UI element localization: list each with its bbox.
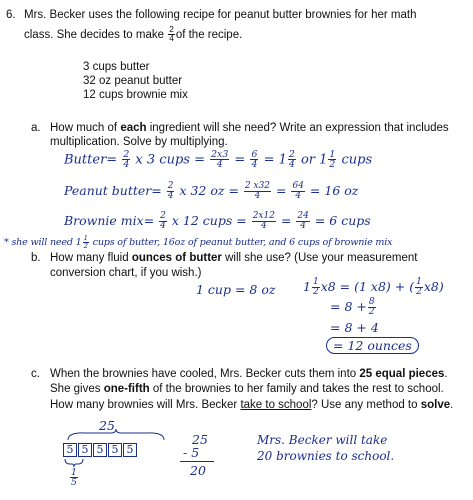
tape-diagram [63,443,138,457]
part-b-line1: How many fluid ounces of butter will she use? (Use your measurement [50,252,418,264]
butter-ounces-answer: = 12 ounces [326,337,419,354]
part-c-line2: She gives one-fifth of the brownies to her family and takes the rest to school. [50,383,444,395]
butter-ounces-work-line1: 1 $\frac{1}{2}$ x8 = (1 x8) + ( $\frac{1}{2}$ x8) [303,277,444,297]
tape-total-label: 25 [99,418,115,433]
part-c-line1: When the brownies have cooled, Mrs. Becker cuts them into 25 equal pieces. [50,368,448,380]
question-text-post: of the recipe. [175,28,243,41]
question-text-line1: Mrs. Becker uses the following recipe for peanut butter brownies for her math [24,9,417,21]
recipe-item: 3 cups butter [83,61,150,73]
tape-segment: 5 [123,443,137,457]
tape-segment: 5 [93,443,107,457]
peanut-butter-work: Peanut butter= $\frac{2}{4}$ x 32 oz = $\frac{2 x32}{4}$ = $\frac{64}{4}$ = 16 oz [64,181,359,201]
subtraction-subtrahend: - 5 [183,445,200,460]
fraction-two-fourths: $\frac{2}{4}$ [169,25,174,44]
tape-brace [66,428,166,442]
part-a-letter: a. [31,122,41,134]
cup-conversion: 1 cup = 8 oz [196,282,276,297]
part-c-letter: c. [31,368,40,380]
recipe-item: 32 oz peanut butter [83,75,183,87]
tape-segment: 5 [78,443,92,457]
part-a-line2: multiplication. Solve by multiplying. [50,136,228,148]
tape-segment: 5 [108,443,122,457]
subtraction-line [180,461,214,462]
part-c-line3: How many brownies will Mrs. Becker take to school? Use any method to solve. [50,399,454,411]
answer-line2: 20 brownies to school. [257,449,395,463]
tape-segment: 5 [63,443,77,457]
part-b-line2: conversion chart, if you wish.) [50,267,202,279]
answer-line1: Mrs. Becker will take [257,433,388,447]
question-text-line2 [24,26,242,44]
brownie-mix-work: Brownie mix= $\frac{2}{4}$ x 12 cups = $\frac{2x12}{4}$ = $\frac{24}{4}$ = 6 cups [64,211,371,231]
part-b-letter: b. [31,252,41,264]
subtraction-top: 25 [192,432,208,447]
question-text-pre: class. She decides to make [24,28,164,41]
butter-ounces-work-line3: = 8 + 4 [330,320,379,335]
butter-ounces-work-line2: = 8 + $\frac{8}{2}$ [330,297,375,317]
question-number: 6. [6,9,16,21]
subtraction-result: 20 [190,463,206,478]
butter-work: Butter= $\frac{2}{4}$ x 3 cups = $\frac{2x3}{4}$ = $\frac{6}{4}$ = 1 $\frac{2}{4}$ or 1 $\frac{1}{2}$ cups [64,149,373,171]
tape-fraction-label: $\frac{1}{5}$ [71,467,77,489]
recipe-item: 12 cups brownie mix [83,89,188,101]
part-a-line1: How much of each ingredient will she need? Write an expression that includes [50,122,449,134]
part-a-summary: * she will need 1 $\frac{1}{2}$ cups of butter, 16oz of peanut butter, and 6 cups of brownie mix [4,234,393,250]
